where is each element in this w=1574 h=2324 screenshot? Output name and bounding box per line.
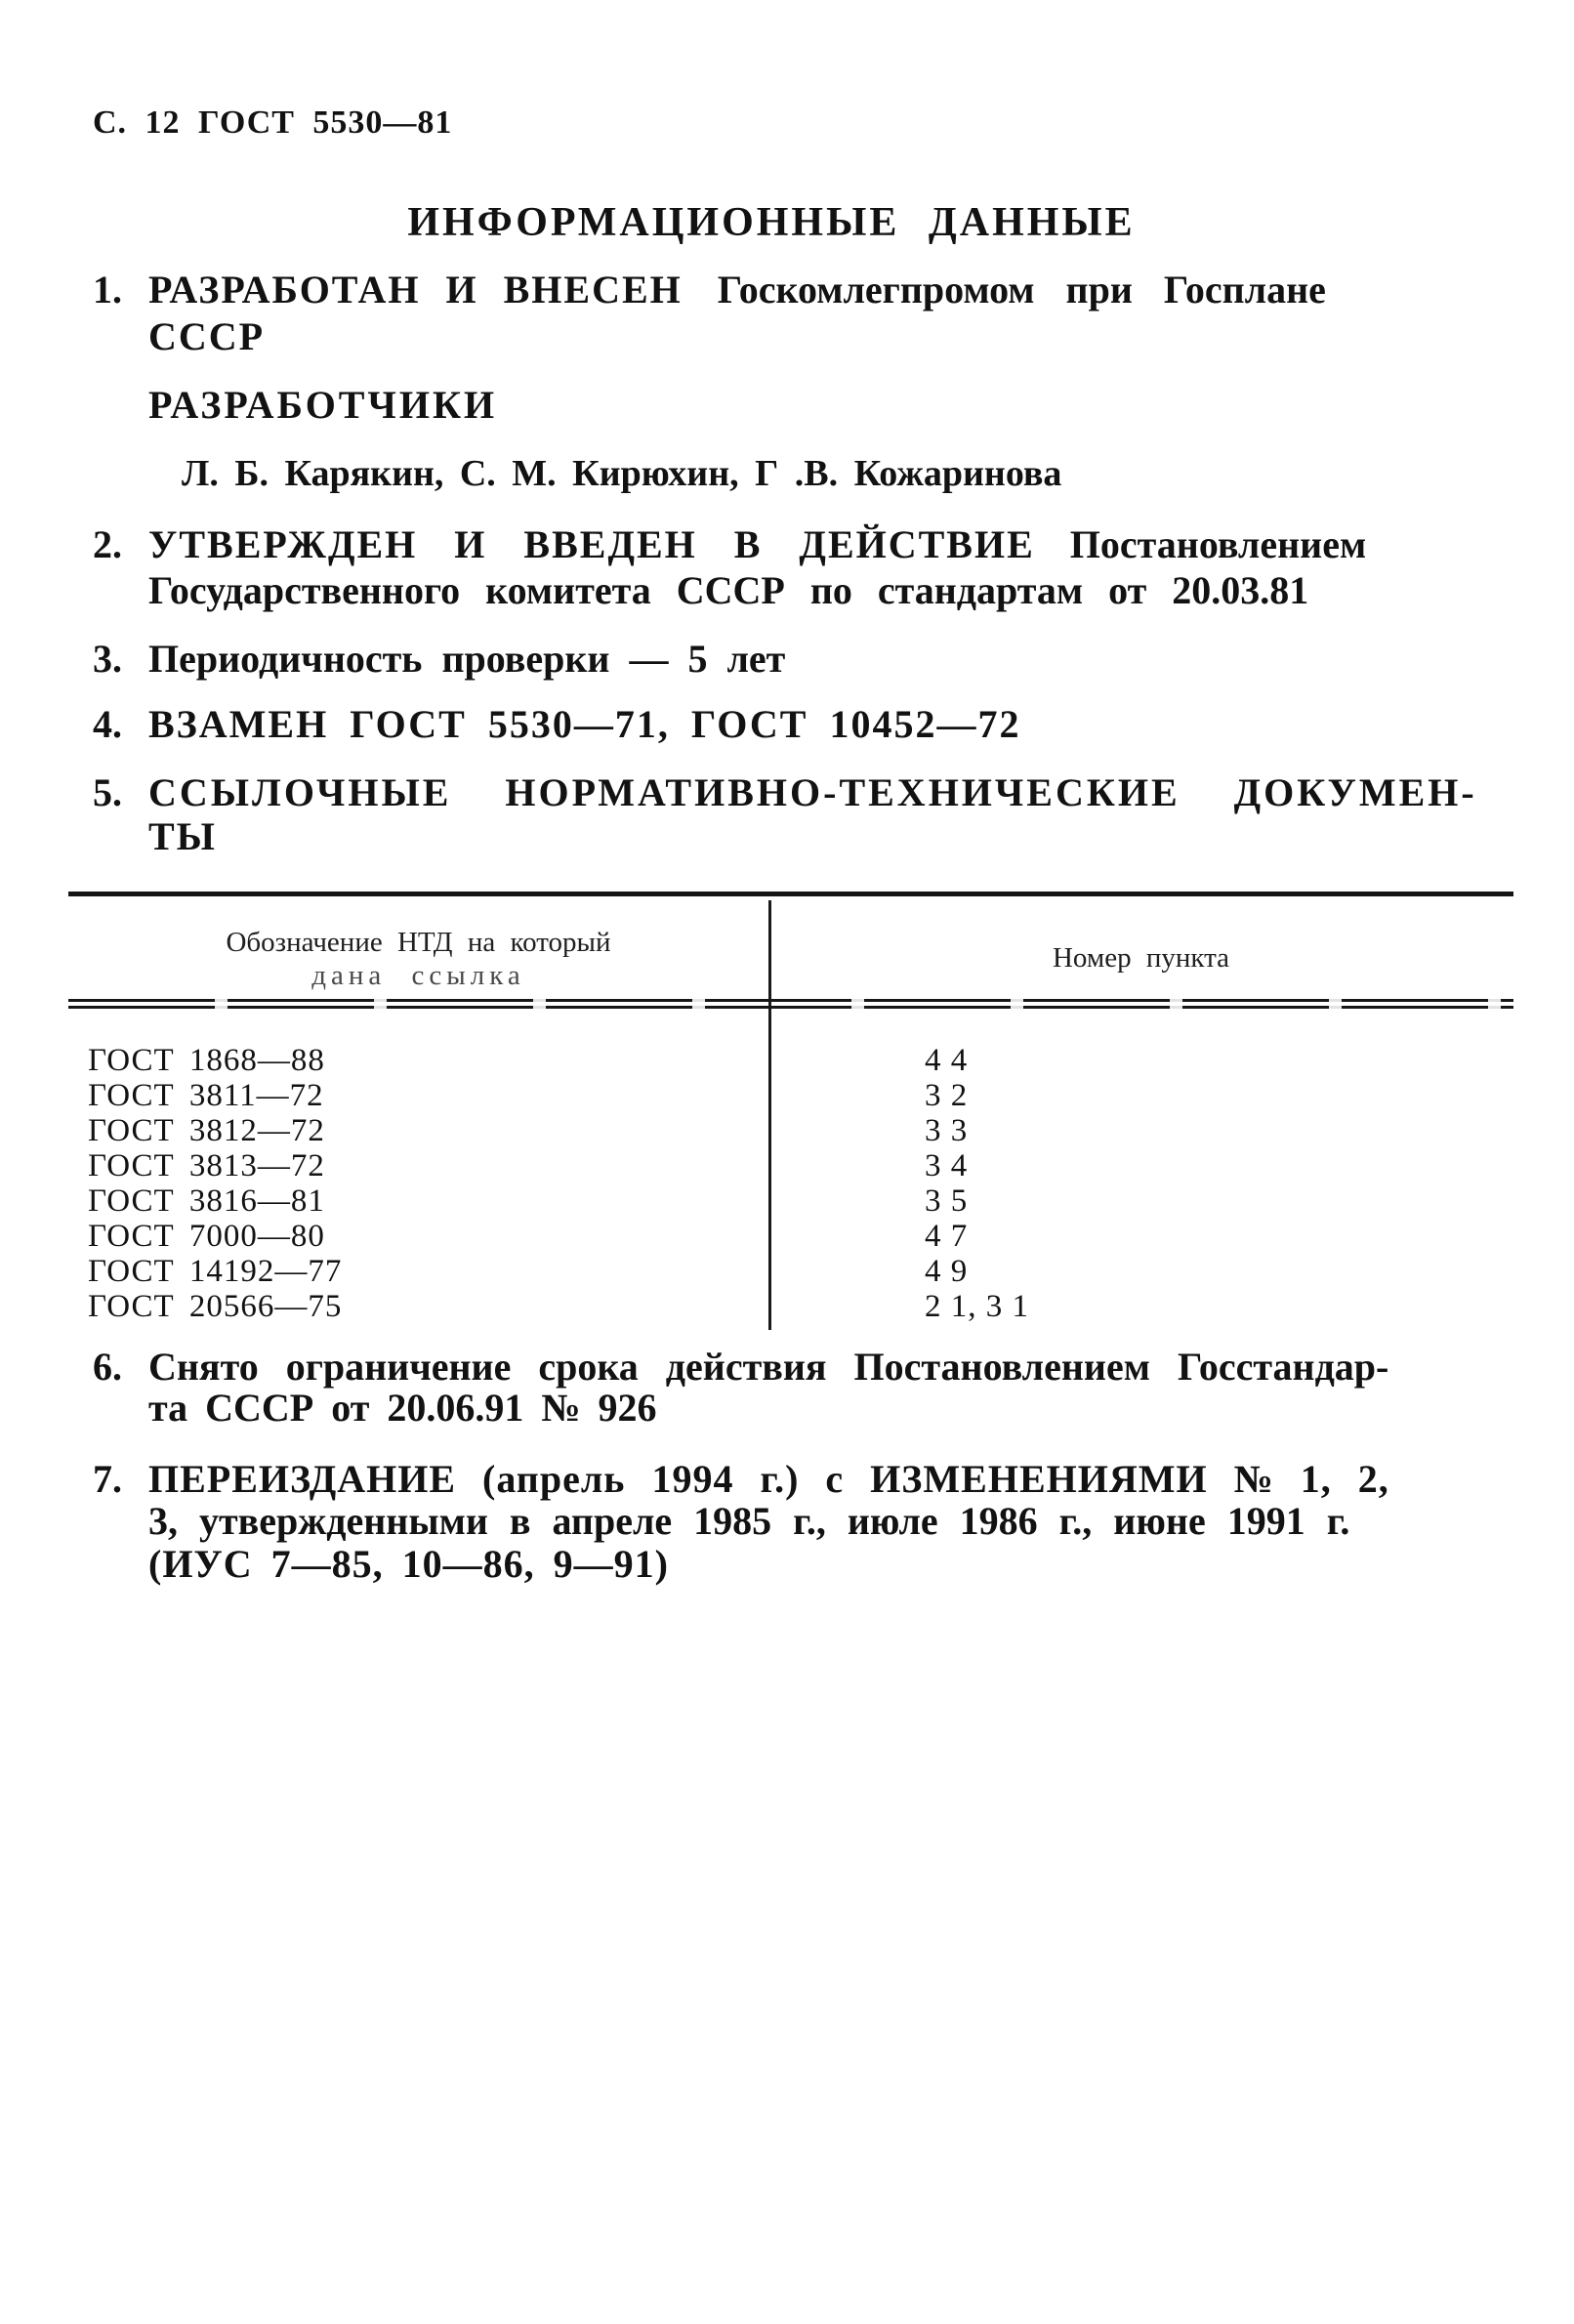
table-row (68, 1113, 1513, 1148)
item-3-text: Периодичность проверки — 5 лет (148, 637, 786, 681)
table-row (68, 1148, 1513, 1183)
developers-heading: РАЗРАБОТЧИКИ (148, 383, 498, 427)
ntd-cell: ГОСТ 3811—72 (88, 1078, 324, 1113)
ntd-cell: ГОСТ 14192—77 (88, 1254, 343, 1289)
item-2-line-2: Государственного комитета СССР по стандартам от 20.03.81 (148, 568, 1309, 612)
punkt-cell: 2 1, 3 1 (925, 1289, 1029, 1324)
item-3 (93, 639, 785, 680)
ntd-cell: ГОСТ 3816—81 (88, 1183, 325, 1219)
item-6-text: Снято ограничение срока действия Постановлением Госстандар- (148, 1345, 1389, 1389)
item-5-line-2: ТЫ (148, 814, 217, 858)
item-7-number: 7. (93, 1457, 122, 1501)
punkt-cell: 3 4 (925, 1148, 969, 1183)
item-7-line-1 (93, 1459, 1389, 1500)
table-row (68, 1043, 1513, 1078)
page-header: С. 12 ГОСТ 5530—81 (93, 104, 453, 141)
table-col1-header-line2: дана ссылка (311, 960, 525, 991)
item-5-number: 5. (93, 770, 122, 814)
item-3-number: 3. (93, 637, 122, 681)
table-header-separator-bottom (68, 1006, 1513, 1009)
table-col1-header-line1: Обозначение НТД на который (226, 927, 611, 958)
item-4 (93, 704, 1020, 745)
table-header-separator-top (68, 999, 1513, 1002)
item-4-number: 4. (93, 702, 122, 746)
table-row (68, 1254, 1513, 1289)
item-7-line-3: (ИУС 7—85, 10—86, 9—91) (148, 1542, 669, 1586)
section-title: ИНФОРМАЦИОННЫЕ ДАННЫЕ (407, 200, 1136, 245)
ntd-cell: ГОСТ 3812—72 (88, 1113, 325, 1148)
table-row (68, 1078, 1513, 1113)
punkt-cell: 4 4 (925, 1043, 969, 1078)
item-6-line-2: та СССР от 20.06.91 № 926 (148, 1386, 657, 1430)
item-1-number: 1. (93, 268, 122, 311)
punkt-cell: 4 7 (925, 1219, 969, 1254)
table-row (68, 1219, 1513, 1254)
item-1-heading: РАЗРАБОТАН И ВНЕСЕН (148, 268, 683, 311)
reference-table (68, 892, 1513, 1341)
item-6-line-1 (93, 1347, 1388, 1388)
table-row (68, 1183, 1513, 1219)
table-row (68, 1289, 1513, 1324)
item-7-line-2: 3, утвержденными в апреле 1985 г., июле 1986 г., июне 1991 г. (148, 1499, 1350, 1543)
item-2-heading: УТВЕРЖДЕН И ВВЕДЕН В ДЕЙСТВИЕ (148, 522, 1035, 566)
table-col2-header: Номер пункта (1052, 942, 1229, 974)
item-2-number: 2. (93, 522, 122, 566)
punkt-cell: 3 5 (925, 1183, 969, 1219)
table-rows (68, 1043, 1513, 1324)
punkt-cell: 4 9 (925, 1254, 969, 1289)
ntd-cell: ГОСТ 3813—72 (88, 1148, 325, 1183)
ntd-cell: ГОСТ 7000—80 (88, 1219, 325, 1254)
punkt-cell: 3 2 (925, 1078, 969, 1113)
item-2-body: Постановлением (1069, 522, 1367, 566)
item-7-text-line1: ПЕРЕИЗДАНИЕ (апрель 1994 г.) с ИЗМЕНЕНИЯМИ № 1, 2, (148, 1457, 1389, 1501)
punkt-cell: 3 3 (925, 1113, 969, 1148)
item-5-line-1 (93, 772, 1477, 813)
ntd-cell: ГОСТ 1868—88 (88, 1043, 325, 1078)
item-2-line-1 (93, 524, 1366, 565)
item-5-text: ССЫЛОЧНЫЕ НОРМАТИВНО-ТЕХНИЧЕСКИЕ ДОКУМЕН- (148, 770, 1477, 814)
item-4-text: ВЗАМЕН ГОСТ 5530—71, ГОСТ 10452—72 (148, 702, 1021, 746)
developers-names: Л. Б. Карякин, С. М. Кирюхин, Г .В. Кожаринова (182, 453, 1062, 494)
ntd-cell: ГОСТ 20566—75 (88, 1289, 343, 1324)
item-1-line-2: СССР (148, 314, 266, 358)
item-1-line-1 (93, 270, 1326, 311)
item-1-body: Госкомлегпромом при Госплане (717, 268, 1326, 311)
table-top-rule (68, 892, 1513, 896)
item-6-number: 6. (93, 1345, 122, 1389)
